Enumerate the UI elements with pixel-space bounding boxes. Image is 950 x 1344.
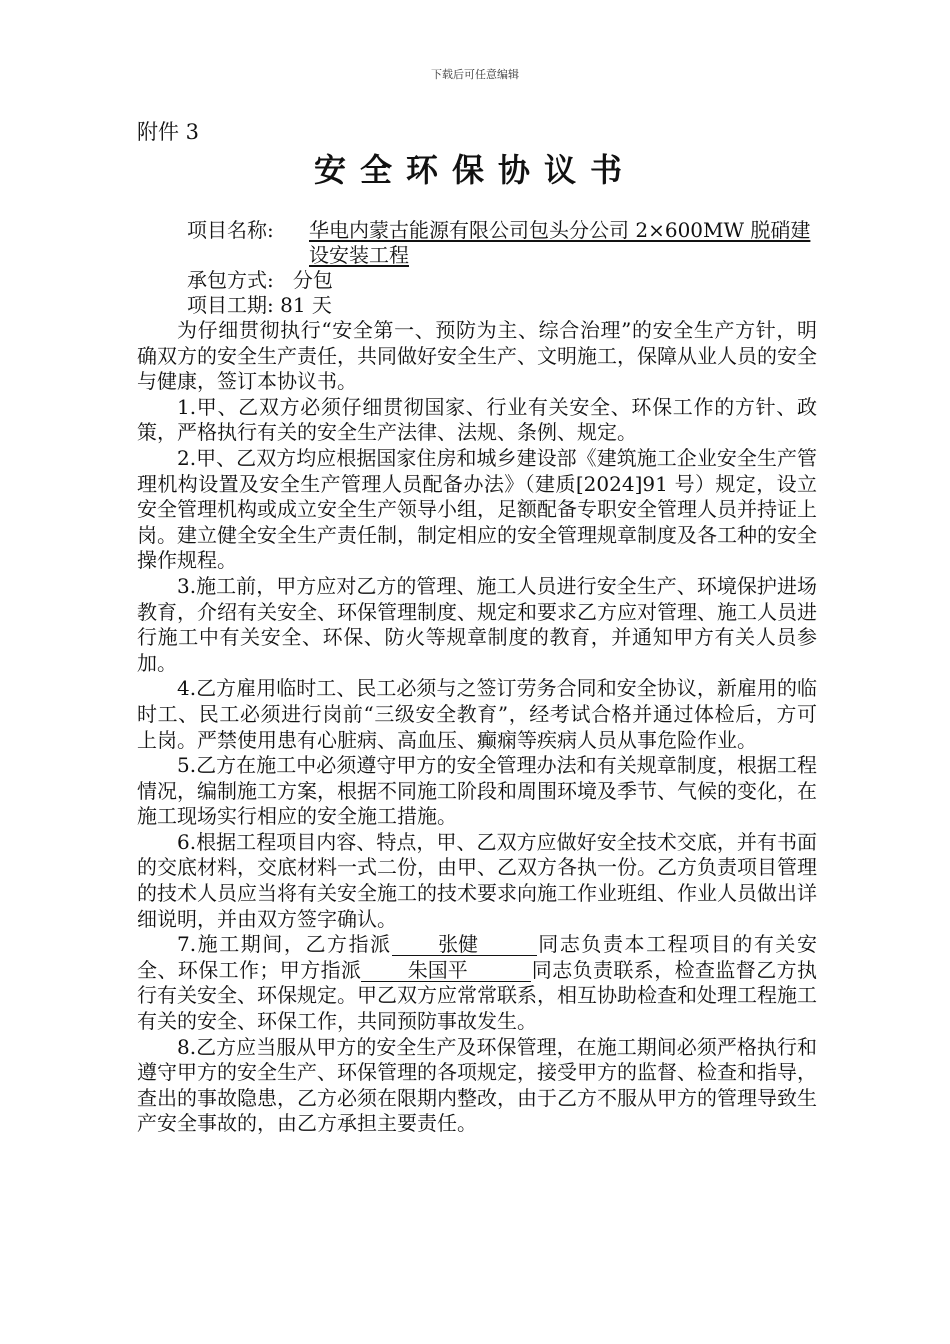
- clause-8: 8.乙方应当服从甲方的安全生产及环保管理，在施工期间必须严格执行和遵守甲方的安全生产、环保管理的各项规定，接受甲方的监督、检查和指导，查出的事故隐患，乙方必须在限期内整改，由于乙方不服从甲方的管理导致生产安全事故的，由乙方承担主要责任。: [137, 1034, 817, 1136]
- intro-paragraph: 为仔细贯彻执行“安全第一、预防为主、综合治理”的安全生产方针，明确双方的安全生产责任，共同做好安全生产、文明施工，保障从业人员的安全与健康，签订本协议书。: [137, 318, 817, 394]
- owner-liaison-field: [361, 959, 531, 982]
- contract-method-row: [187, 268, 333, 293]
- clause-1: 1.甲、乙双方必须仔细贯彻国家、行业有关安全、环保工作的方针、政策，严格执行有关的安全生产法律、法规、条例、规定。: [137, 394, 817, 445]
- clause-2: 2.甲、乙双方均应根据国家住房和城乡建设部《建筑施工企业安全生产管理机构设置及安全生产管理人员配备办法》（建质[2024]91 号）规定，设立安全管理机构或成立安全生产领导小组，足额配备专职安全管理人员并持证上岗。建立健全安全生产责任制，制定相应的安全管理规章制度及各工种的安全操作规程。: [137, 445, 817, 573]
- clause-3: 3.施工前，甲方应对乙方的管理、施工人员进行安全生产、环境保护进场教育，介绍有关安全、环保管理制度、规定和要求乙方应对管理、施工人员进行施工中有关安全、环保、防火等规章制度的教育，并通知甲方有关人员参加。: [137, 573, 817, 675]
- clause-7: [137, 932, 817, 1034]
- contractor-safety-officer-name: 张健: [438, 932, 479, 957]
- project-period-row: [187, 293, 332, 318]
- document-title: 安全环保协议书: [313, 151, 636, 189]
- project-name-label: 项目名称:: [187, 218, 274, 242]
- attachment-label: 附件 3: [137, 120, 200, 144]
- clause-7-part-a: 7.施工期间，乙方指派: [177, 932, 392, 957]
- contract-method-label: 承包方式:: [187, 268, 274, 292]
- clause-6: 6.根据工程项目内容、特点，甲、乙双方应做好安全技术交底，并有书面的交底材料，交底材料一式二份，由甲、乙双方各执一份。乙方负责项目管理的技术人员应当将有关安全施工的技术要求向施工作业班组、作业人员做出详细说明，并由双方签字确认。: [137, 829, 817, 931]
- project-period-label: 项目工期:: [187, 293, 274, 317]
- contractor-safety-officer-field: [392, 933, 537, 956]
- project-name-value: 华电内蒙古能源有限公司包头分公司 2×600MW 脱硝建设安装工程: [309, 218, 811, 267]
- agreement-body: [137, 318, 817, 1137]
- contract-method-value: 分包: [292, 268, 333, 292]
- clause-7-part-c: 同志负责联系，检查监督乙方执行有关安全、环保规定。甲乙双方应常常联系，相互协助检查和处理工程施工有关的安全、环保工作，共同预防事故发生。: [137, 957, 818, 1034]
- page-header-note: 下载后可任意编辑: [431, 68, 519, 81]
- clause-7-part-b: 同志负责本工程项目的有关安全、环保工作；甲方指派: [137, 932, 817, 982]
- clause-4: 4.乙方雇用临时工、民工必须与之签订劳务合同和安全协议，新雇用的临时工、民工必须进行岗前“三级安全教育”，经考试合格并通过体检后，方可上岗。严禁使用患有心脏病、高血压、癫痫等疾病人员从事危险作业。: [137, 676, 817, 752]
- clause-5: 5.乙方在施工中必须遵守甲方的安全管理办法和有关规章制度，根据工程情况，编制施工方案，根据不同施工阶段和周围环境及季节、气候的变化，在施工现场实行相应的安全施工措施。: [137, 753, 817, 829]
- project-period-value: 81 天: [280, 293, 332, 317]
- owner-liaison-name: 朱国平: [407, 957, 468, 982]
